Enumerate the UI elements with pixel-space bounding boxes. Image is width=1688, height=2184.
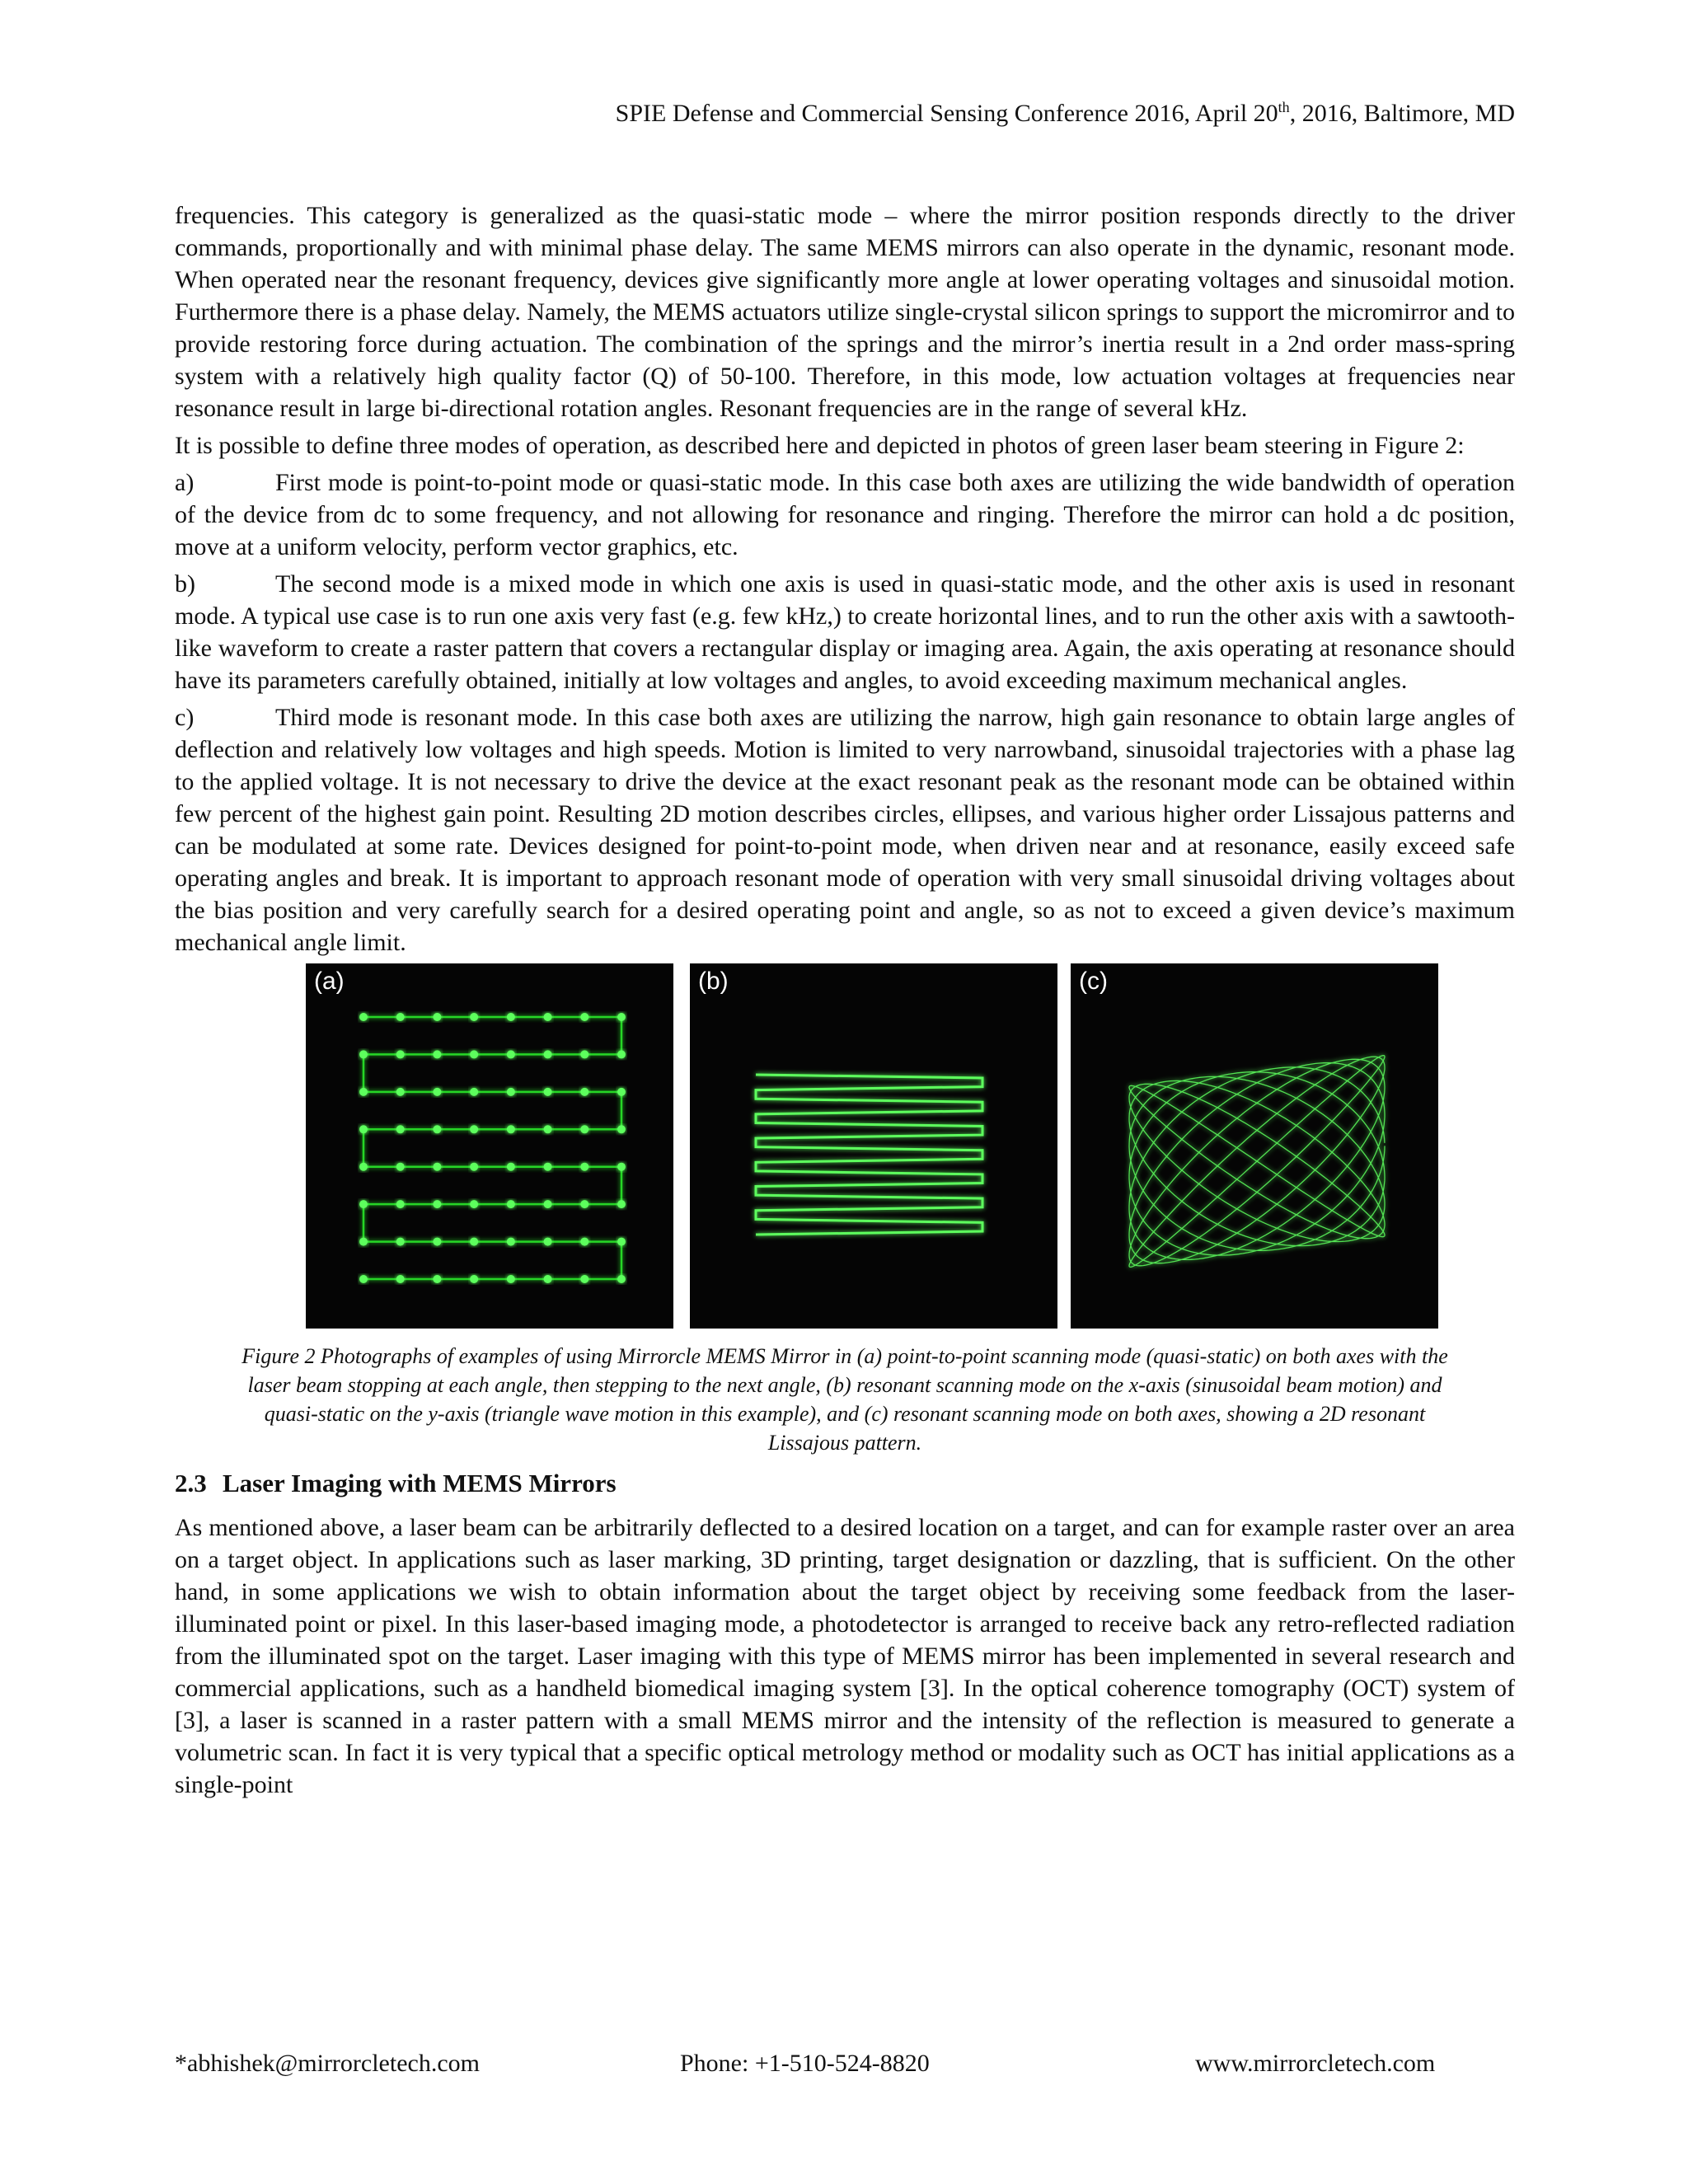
- laser-spot: [544, 1163, 552, 1171]
- laser-spot: [433, 1163, 441, 1171]
- list-item-c: [175, 701, 1515, 958]
- laser-spot: [617, 1238, 626, 1246]
- laser-spot: [544, 1088, 552, 1096]
- header-text-end: , 2016, Baltimore, MD: [1289, 100, 1515, 127]
- laser-spot: [433, 1238, 441, 1246]
- footer-email: *abhishek@mirrorcletech.com: [175, 2050, 480, 2077]
- laser-spot: [433, 1013, 441, 1021]
- paragraph: As mentioned above, a laser beam can be arbitrarily deflected to a desired location on a target, and can for example raster over an area on a target object. In applications such as laser marking, 3D printing, target designation or dazzling, that is sufficient. On the other hand, in some applications we wish to obtain information about the target object by receiving some feedback from the laser-illuminated point or pixel. In this laser-based imaging mode, a photodetector is arranged to receive back any retro-reflected radiation from the illuminated spot on the target. Laser imaging with this type of MEMS mirror has been implemented in several research and commercial applications, such as a handheld biomedical imaging system [3]. In the optical coherence tomography (OCT) system of [3], a laser is scanned in a raster pattern with a small MEMS mirror and the intensity of the reflection is measured to generate a volumetric scan. In fact it is very typical that a specific optical metrology method or modality such as OCT has initial applications as a single-point: [175, 1514, 1515, 1798]
- laser-spot: [359, 1013, 368, 1021]
- footer-phone: Phone: +1-510-524-8820: [680, 2050, 930, 2077]
- laser-spot: [617, 1088, 626, 1096]
- laser-spot: [580, 1050, 588, 1058]
- figure-2: [175, 963, 1515, 1329]
- list-item-text: The second mode is a mixed mode in which one axis is used in quasi-static mode, and the other axis is used in resonant mode. A typical use case is to run one axis very fast (e.g. few kHz,) to create horizontal lines, and to run the other axis with a sawtooth-like waveform to create a raster pattern that covers a rectangular display or imaging area. Again, the axis operating at resonance should have its parameters carefully obtained, initially at low voltages and angles, to avoid exceeding maximum mechanical angles.: [175, 570, 1515, 694]
- laser-spot: [359, 1163, 368, 1171]
- laser-spot: [359, 1088, 368, 1096]
- laser-spot: [507, 1088, 515, 1096]
- laser-spot: [470, 1050, 478, 1058]
- laser-spot: [470, 1275, 478, 1283]
- figure-panel-a: [306, 963, 673, 1329]
- laser-spot: [470, 1163, 478, 1171]
- laser-spot: [396, 1200, 405, 1208]
- header-superscript: th: [1278, 99, 1290, 115]
- section-title: Laser Imaging with MEMS Mirrors: [223, 1469, 617, 1497]
- header-text: SPIE Defense and Commercial Sensing Conference 2016, April 20: [615, 100, 1278, 127]
- laser-spot: [470, 1013, 478, 1021]
- laser-spot: [580, 1088, 588, 1096]
- laser-spot: [396, 1050, 405, 1058]
- lissajous-curve: [1129, 1056, 1385, 1268]
- laser-spot: [507, 1163, 515, 1171]
- list-marker: c): [175, 704, 195, 731]
- point-to-point-photo: [306, 963, 673, 1329]
- laser-spot: [470, 1200, 478, 1208]
- laser-spot: [507, 1275, 515, 1283]
- laser-spot: [507, 1238, 515, 1246]
- raster-lines: [756, 1075, 982, 1235]
- laser-spot: [433, 1088, 441, 1096]
- body-text: [175, 199, 1515, 1806]
- figure-panel-c: [1071, 963, 1438, 1329]
- laser-spot: [507, 1200, 515, 1208]
- list-marker: a): [175, 469, 195, 496]
- laser-spot: [544, 1013, 552, 1021]
- laser-spot: [544, 1200, 552, 1208]
- laser-spot: [617, 1200, 626, 1208]
- laser-spot: [617, 1163, 626, 1171]
- laser-spot: [433, 1125, 441, 1133]
- laser-spot: [470, 1238, 478, 1246]
- laser-spot: [507, 1050, 515, 1058]
- laser-spot: [470, 1088, 478, 1096]
- section-heading: [175, 1467, 1515, 1500]
- laser-spot: [617, 1125, 626, 1133]
- laser-spot: [580, 1200, 588, 1208]
- laser-spot: [396, 1088, 405, 1096]
- laser-spot: [396, 1013, 405, 1021]
- list-item-text: Third mode is resonant mode. In this case both axes are utilizing the narrow, high gain resonance to obtain large angles of deflection and relatively low voltages and high speeds. Motion is limited to very narrowband, sinusoidal trajectories with a phase lag to the applied voltage. It is not necessary to drive the device at the exact resonant peak as the resonant mode can be obtained within few percent of the highest gain point. Resulting 2D motion describes circles, ellipses, and various higher order Lissajous patterns and can be modulated at some rate. Devices designed for point-to-point mode, when driven near and at resonance, easily exceed safe operating angles and break. It is important to approach resonant mode of operation with very small sinusoidal driving voltages about the bias position and very carefully search for a desired operating point and angle, so as not to exceed a given device’s maximum mechanical angle limit.: [175, 704, 1515, 956]
- laser-spot: [359, 1200, 368, 1208]
- list-item-a: [175, 466, 1515, 563]
- laser-spot: [617, 1050, 626, 1058]
- laser-spot: [433, 1200, 441, 1208]
- laser-spot: [396, 1163, 405, 1171]
- running-header: [175, 97, 1515, 130]
- raster-scan-photo: [690, 963, 1057, 1329]
- paragraph: It is possible to define three modes of operation, as described here and depicted in photos of green laser beam steering in Figure 2:: [175, 432, 1465, 459]
- figure-caption: Figure 2 Photographs of examples of using Mirrorcle MEMS Mirror in (a) point-to-point scanning mode (quasi-static) on both axes with the laser beam stopping at each angle, then stepping to the next angle, (b) resonant scanning mode on the x-axis (sinusoidal beam motion) and quasi-static on the y-axis (triangle wave motion in this example), and (c) resonant scanning mode on both axes, showing a 2D resonant Lissajous pattern.: [241, 1344, 1448, 1455]
- laser-spot: [617, 1013, 626, 1021]
- laser-spot: [617, 1275, 626, 1283]
- laser-spot: [580, 1163, 588, 1171]
- page-footer: [175, 2047, 1515, 2080]
- laser-spot: [359, 1275, 368, 1283]
- laser-spot: [544, 1050, 552, 1058]
- laser-spot: [580, 1125, 588, 1133]
- laser-spot: [544, 1125, 552, 1133]
- list-item-b: [175, 568, 1515, 696]
- figure-panel-b: [690, 963, 1057, 1329]
- laser-spot: [544, 1275, 552, 1283]
- laser-spot: [470, 1125, 478, 1133]
- laser-spot: [544, 1238, 552, 1246]
- laser-spot: [433, 1275, 441, 1283]
- list-marker: b): [175, 570, 195, 598]
- laser-spot: [433, 1050, 441, 1058]
- laser-spot: [396, 1125, 405, 1133]
- panel-label: (c): [1079, 968, 1108, 995]
- laser-spot: [580, 1238, 588, 1246]
- laser-spot: [507, 1013, 515, 1021]
- laser-spot: [359, 1050, 368, 1058]
- laser-spot: [359, 1125, 368, 1133]
- laser-spot: [396, 1238, 405, 1246]
- laser-spot: [359, 1238, 368, 1246]
- laser-spot: [580, 1013, 588, 1021]
- panel-label: (a): [314, 968, 345, 995]
- panel-label: (b): [698, 968, 729, 995]
- lissajous-photo: [1071, 963, 1438, 1329]
- laser-spot: [396, 1275, 405, 1283]
- paragraph: frequencies. This category is generalized as the quasi-static mode – where the mirror position responds directly to the driver commands, proportionally and with minimal phase delay. The same MEMS mirrors can also operate in the dynamic, resonant mode. When operated near the resonant frequency, devices give significantly more angle at lower operating voltages and sinusoidal motion. Furthermore there is a phase delay. Namely, the MEMS actuators utilize single-crystal silicon springs to support the micromirror and to provide restoring force during actuation. The combination of the springs and the mirror’s inertia result in a 2nd order mass-spring system with a relatively high quality factor (Q) of 50-100. Therefore, in this mode, low actuation voltages at frequencies near resonance result in large bi-directional rotation angles. Resonant frequencies are in the range of several kHz.: [175, 202, 1515, 422]
- section-number: 2.3: [175, 1469, 207, 1497]
- laser-spot: [580, 1275, 588, 1283]
- footer-website: www.mirrorcletech.com: [1195, 2050, 1436, 2077]
- list-item-text: First mode is point-to-point mode or quasi-static mode. In this case both axes are utilizing the wide bandwidth of operation of the device from dc to some frequency, and not allowing for resonance and ringing. Therefore the mirror can hold a dc position, move at a uniform velocity, perform vector graphics, etc.: [175, 469, 1515, 560]
- laser-spot: [507, 1125, 515, 1133]
